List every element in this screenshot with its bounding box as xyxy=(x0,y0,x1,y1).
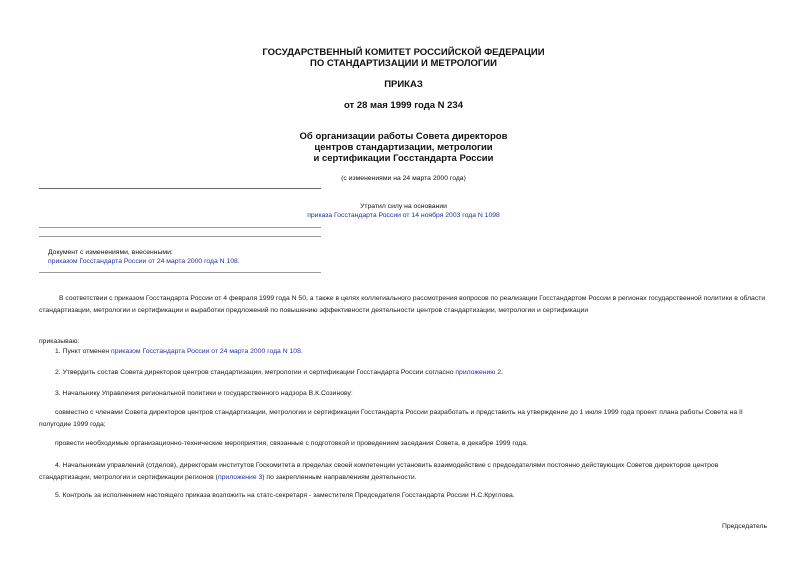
divider xyxy=(39,227,321,228)
amendment-note: (с изменениями на 24 марта 2000 года) xyxy=(341,175,466,182)
item-2-end: . xyxy=(501,369,503,376)
org-name-line2: ПО СТАНДАРТИЗАЦИИ И МЕТРОЛОГИИ xyxy=(310,58,497,69)
item-4-text: 4. Начальникам управлений (отделов), директорам институтов Госкомитета в пределах своей компетенции установить взаимодействие с председателями постоянно действующих Советов директоров центров стандартизации, метрологии и сертификации регионов ( xyxy=(39,462,719,481)
item-2 xyxy=(55,367,503,379)
divider xyxy=(39,236,321,237)
item-5: 5. Контроль за исполнением настоящего приказа возложить на статс-секретаря - заместителя Председателя Госстандарта России Н.С.Круглова. xyxy=(55,492,515,499)
divider xyxy=(39,272,321,273)
changes-label: Документ с изменениями, внесенными: xyxy=(48,249,173,256)
doc-type: ПРИКАЗ xyxy=(384,79,423,90)
doc-title-line1: Об организации работы Совета директоров xyxy=(299,131,508,142)
org-name-line1: ГОСУДАРСТВЕННЫЙ КОМИТЕТ РОССИЙСКОЙ ФЕДЕРАЦИИ xyxy=(262,47,545,58)
item-3-a: совместно с членами Совета директоров центров стандартизации, метрологии и сертификации Госстандарта России разработать и представить на утверждение до 1 июля 1999 года проект плана работы Совета на II полугодие 1999 года; xyxy=(39,409,743,428)
changes-link[interactable]: приказом Госстандарта России от 24 марта 2000 года N 108. xyxy=(48,258,240,265)
item-1-link[interactable]: приказом Госстандарта России от 24 марта 2000 года N 108. xyxy=(111,348,303,355)
intro-paragraph: В соответствии с приказом Госстандарта России от 4 февраля 1999 года N 50, а также в целях коллегиального рассмотрения вопросов по реализации Госстандартом России в регионах государственной политики в области стандартизации, метрологии и сертификации и выработки предложений по повышению эффективности деятельности центров стандартизации, метрологии и сертификации xyxy=(39,295,766,314)
item-3: 3. Начальнику Управления региональной политики и государственного надзора В.К.Созинову: xyxy=(55,390,353,397)
divider xyxy=(39,188,321,189)
item-4 xyxy=(39,460,767,483)
item-3-b: провести необходимые организационно-технические мероприятия, связанные с подготовкой и проведением заседания Совета, в декабре 1999 года. xyxy=(55,440,528,447)
item-1 xyxy=(55,346,303,358)
item-4-end: ) по закрепленным направлениям деятельности. xyxy=(262,473,417,481)
doc-title-line2: центров стандартизации, метрологии xyxy=(314,142,493,153)
item-2-text: 2. Утвердить состав Совета директоров центров стандартизации, метрологии и сертификации Госстандарта России согласно xyxy=(55,369,456,376)
lost-force-link[interactable]: приказа Госстандарта России от 14 ноября 2003 года N 1098 xyxy=(307,212,500,219)
item-4-link[interactable]: приложение 3 xyxy=(217,473,263,481)
doc-title-line3: и сертификации Госстандарта России xyxy=(313,153,494,164)
signature-title: Председатель xyxy=(722,523,767,530)
doc-date: от 28 мая 1999 года N 234 xyxy=(343,100,464,111)
item-1-text: 1. Пункт отменен xyxy=(55,348,112,355)
lost-force-label: Утратил силу на основании xyxy=(360,203,447,210)
order-word: приказываю: xyxy=(39,338,80,345)
item-2-link[interactable]: приложению 2 xyxy=(455,369,502,376)
